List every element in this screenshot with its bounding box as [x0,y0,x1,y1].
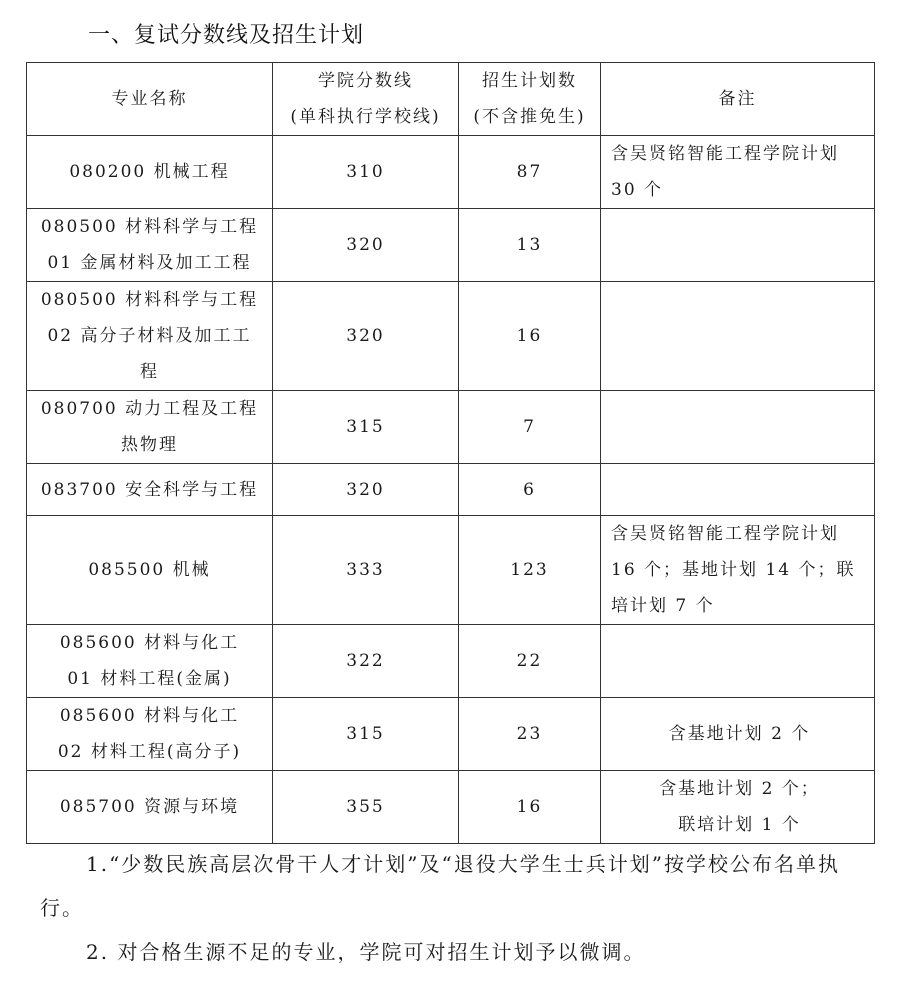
cell-note [601,516,875,625]
note-line: 30 个 [611,180,664,200]
major-name-line: 085500 机械 [88,560,211,580]
cell-score-line: 322 [273,625,459,698]
major-name-line: 程 [140,362,159,382]
cell-score-line: 320 [273,282,459,391]
major-name-line: 080700 动力工程及工程 [40,399,259,419]
header-score-line [273,63,459,136]
cell-score-line: 315 [273,698,459,771]
cell-major-name [27,771,273,844]
major-name-line: 热物理 [121,435,178,455]
note-line: 含吴贤铭智能工程学院计划 [611,144,839,164]
cell-note [601,136,875,209]
admission-plan-table [26,62,875,844]
cell-plan-count: 22 [459,625,601,698]
cell-score-line: 320 [273,209,459,282]
header-plan-title: 招生计划数 [482,71,577,91]
header-score-title: 学院分数线 [318,71,413,91]
footnote-2: 2. 对合格生源不足的专业，学院可对招生计划予以微调。 [86,940,646,964]
footnote-1: 1.“少数民族高层次骨干人才计划”及“退役大学生士兵计划”按学校公布名单执行。 [40,852,840,920]
cell-plan-count: 13 [459,209,601,282]
cell-score-line: 320 [273,464,459,516]
cell-note [601,698,875,771]
major-name-line: 080200 机械工程 [69,162,230,182]
cell-score-line: 333 [273,516,459,625]
cell-plan-count: 23 [459,698,601,771]
header-note: 备注 [601,63,875,136]
note-line: 培计划 7 个 [611,596,715,616]
cell-note [601,771,875,844]
cell-major-name [27,209,273,282]
cell-score-line: 310 [273,136,459,209]
cell-major-name [27,698,273,771]
cell-plan-count: 123 [459,516,601,625]
note-line: 含基地计划 2 个； [659,779,820,799]
cell-note [601,464,875,516]
major-name-line: 085600 材料与化工 [59,633,240,653]
cell-score-line: 355 [273,771,459,844]
table-header-row [27,63,875,136]
cell-note [601,282,875,391]
table-row [27,516,875,625]
note-line: 联培计划 1 个 [678,815,801,835]
table-row [27,771,875,844]
table-row [27,209,875,282]
table-row [27,391,875,464]
table-row [27,282,875,391]
major-name-line: 01 材料工程(金属) [67,669,232,689]
cell-plan-count: 7 [459,391,601,464]
cell-major-name [27,625,273,698]
cell-plan-count: 16 [459,771,601,844]
cell-note [601,391,875,464]
table-row [27,464,875,516]
major-name-line: 080500 材料科学与工程 [40,217,259,237]
cell-score-line: 315 [273,391,459,464]
cell-major-name [27,282,273,391]
cell-major-name [27,464,273,516]
major-name-line: 02 材料工程(高分子) [57,742,242,762]
cell-note [601,625,875,698]
major-name-line: 01 金属材料及加工工程 [47,253,252,273]
cell-note [601,209,875,282]
cell-plan-count: 6 [459,464,601,516]
table-row [27,698,875,771]
cell-plan-count: 16 [459,282,601,391]
header-major: 专业名称 [27,63,273,136]
header-plan [459,63,601,136]
note-line: 16 个；基地计划 14 个；联 [611,560,856,580]
cell-plan-count: 87 [459,136,601,209]
major-name-line: 083700 安全科学与工程 [40,479,259,500]
header-plan-sub: (不含推免生) [473,107,586,127]
note-line: 含基地计划 2 个 [668,724,811,744]
table-row [27,136,875,209]
section-heading: 一、复试分数线及招生计划 [88,23,365,48]
major-name-line: 02 高分子材料及加工工 [47,326,252,346]
major-name-line: 080500 材料科学与工程 [40,290,259,310]
note-line: 含吴贤铭智能工程学院计划 [611,524,839,544]
cell-major-name [27,391,273,464]
major-name-line: 085600 材料与化工 [59,706,240,726]
cell-major-name [27,516,273,625]
cell-major-name [27,136,273,209]
header-score-sub: (单科执行学校线) [290,107,441,127]
major-name-line: 085700 资源与环境 [59,797,240,817]
table-row [27,625,875,698]
table-body [27,136,875,844]
